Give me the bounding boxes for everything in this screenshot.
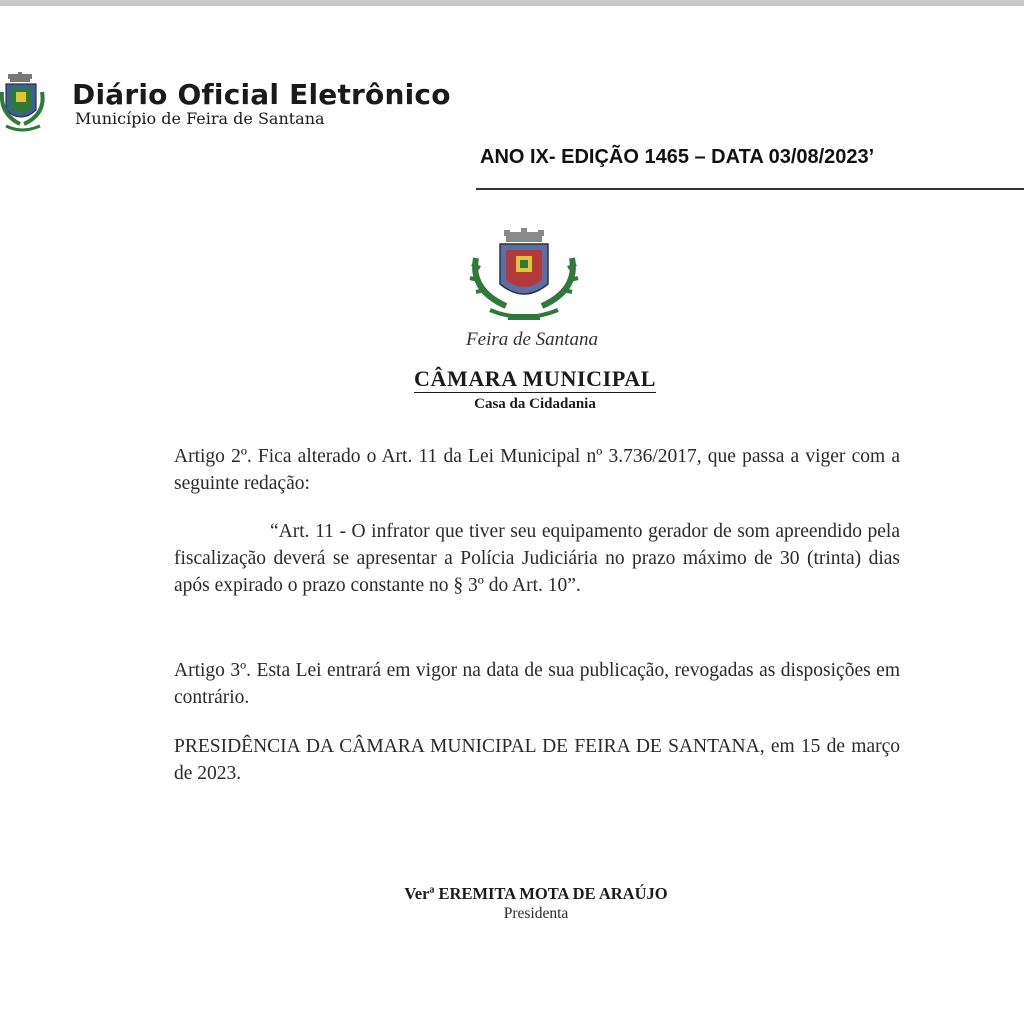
chamber-title	[0, 366, 1024, 392]
chamber-subtitle: Casa da Cidadania	[474, 396, 596, 412]
edition-divider	[476, 188, 1024, 190]
edition-info: ANO IX- EDIÇÃO 1465 – DATA 03/08/2023’	[480, 146, 875, 168]
city-name: Feira de Santana	[466, 329, 598, 350]
signatory-role: Presidenta	[503, 905, 569, 922]
article-11-quote: “Art. 11 - O infrator que tiver seu equipamento gerador de som apreendido pela fiscalização deverá se apresentar a Polícia Judiciária no prazo máximo de 30 (trinta) dias após expirado o prazo constante no § 3º do Art. 10”.	[174, 521, 900, 596]
publication-title: Diário Oficial Eletrônico	[72, 78, 451, 111]
top-border	[0, 0, 1024, 6]
signatory-name	[0, 884, 1024, 904]
closing-paragraph: PRESIDÊNCIA DA CÂMARA MUNICIPAL DE FEIRA DE SANTANA, em 15 de março de 2023.	[174, 736, 900, 784]
signatory-full-name: EREMITA MOTA DE ARAÚJO	[438, 884, 668, 903]
publication-subtitle: Município de Feira de Santana	[75, 109, 325, 128]
municipal-coat-of-arms-icon	[0, 70, 52, 144]
article-2-paragraph: Artigo 2º. Fica alterado o Art. 11 da Lei Municipal nº 3.736/2017, que passa a viger com a seguinte redação:	[174, 446, 900, 494]
article-3-paragraph: Artigo 3º. Esta Lei entrará em vigor na data de sua publicação, revogadas as disposições em contrário.	[174, 660, 900, 708]
chamber-title-text: CÂMARA MUNICIPAL	[413, 366, 656, 391]
chamber-coat-of-arms-icon	[466, 228, 582, 328]
signatory-title: Verª	[404, 884, 435, 903]
